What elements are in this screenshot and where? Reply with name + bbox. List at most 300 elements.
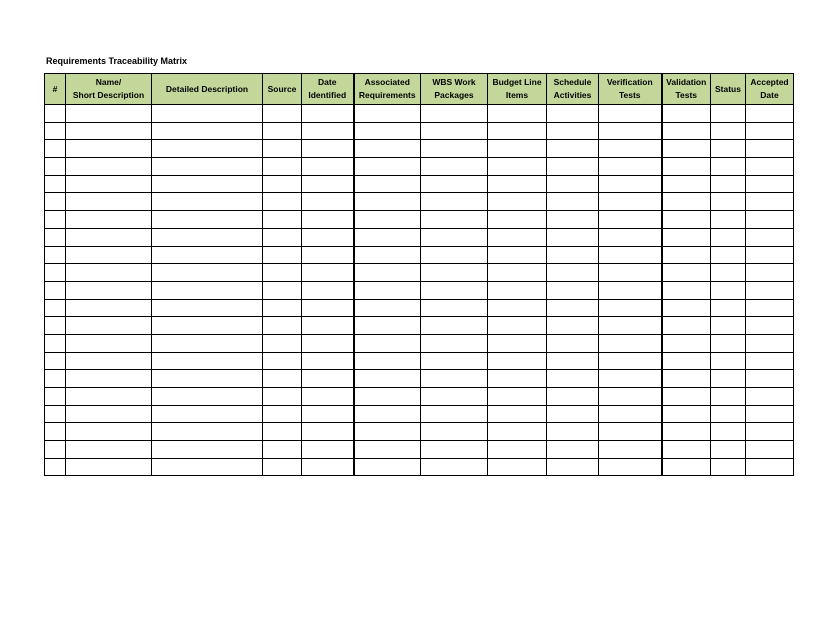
table-cell[interactable] xyxy=(547,211,599,229)
table-cell[interactable] xyxy=(45,246,66,264)
table-cell[interactable] xyxy=(547,352,599,370)
table-cell[interactable] xyxy=(599,140,662,158)
table-cell[interactable] xyxy=(302,105,354,123)
traceability-matrix-table xyxy=(44,73,794,476)
table-cell[interactable] xyxy=(711,281,746,299)
table-cell[interactable] xyxy=(152,158,263,176)
table-cell[interactable] xyxy=(488,211,547,229)
table-cell[interactable] xyxy=(711,370,746,388)
table-cell[interactable] xyxy=(488,388,547,406)
table-cell[interactable] xyxy=(488,334,547,352)
table-cell[interactable] xyxy=(45,211,66,229)
table-cell[interactable] xyxy=(302,405,354,423)
table-cell[interactable] xyxy=(662,441,711,459)
table-body xyxy=(45,105,794,476)
table-cell[interactable] xyxy=(711,405,746,423)
table-cell[interactable] xyxy=(302,458,354,476)
table-cell[interactable] xyxy=(45,264,66,282)
table-cell[interactable] xyxy=(711,299,746,317)
table-cell[interactable] xyxy=(302,423,354,441)
table-cell[interactable] xyxy=(354,193,421,211)
table-cell[interactable] xyxy=(599,246,662,264)
table-cell[interactable] xyxy=(547,246,599,264)
table-cell[interactable] xyxy=(599,458,662,476)
table-cell[interactable] xyxy=(66,246,152,264)
table-cell[interactable] xyxy=(263,105,302,123)
table-cell[interactable] xyxy=(711,317,746,335)
table-cell[interactable] xyxy=(302,281,354,299)
table-cell[interactable] xyxy=(66,370,152,388)
table-cell[interactable] xyxy=(354,175,421,193)
table-cell[interactable] xyxy=(547,441,599,459)
table-cell[interactable] xyxy=(302,158,354,176)
table-cell[interactable] xyxy=(746,370,794,388)
table-cell[interactable] xyxy=(263,246,302,264)
table-row xyxy=(45,405,794,423)
table-cell[interactable] xyxy=(599,211,662,229)
table-cell[interactable] xyxy=(45,105,66,123)
table-cell[interactable] xyxy=(599,441,662,459)
table-cell[interactable] xyxy=(547,264,599,282)
table-cell[interactable] xyxy=(263,299,302,317)
table-row xyxy=(45,122,794,140)
table-cell[interactable] xyxy=(302,211,354,229)
table-cell[interactable] xyxy=(66,281,152,299)
table-cell[interactable] xyxy=(547,122,599,140)
table-cell[interactable] xyxy=(488,264,547,282)
table-cell[interactable] xyxy=(746,423,794,441)
table-cell[interactable] xyxy=(599,352,662,370)
table-cell[interactable] xyxy=(599,193,662,211)
table-cell[interactable] xyxy=(662,246,711,264)
table-cell[interactable] xyxy=(662,405,711,423)
col-header-validation-tests: Validation Tests xyxy=(662,74,711,105)
table-cell[interactable] xyxy=(263,193,302,211)
table-cell[interactable] xyxy=(488,458,547,476)
table-cell[interactable] xyxy=(302,317,354,335)
table-cell[interactable] xyxy=(263,441,302,459)
table-cell[interactable] xyxy=(66,352,152,370)
table-cell[interactable] xyxy=(746,441,794,459)
table-cell[interactable] xyxy=(45,299,66,317)
table-cell[interactable] xyxy=(152,423,263,441)
table-cell[interactable] xyxy=(354,264,421,282)
table-cell[interactable] xyxy=(45,370,66,388)
table-cell[interactable] xyxy=(263,175,302,193)
table-cell[interactable] xyxy=(421,317,488,335)
table-cell[interactable] xyxy=(547,423,599,441)
table-cell[interactable] xyxy=(711,228,746,246)
table-cell[interactable] xyxy=(746,105,794,123)
table-cell[interactable] xyxy=(263,388,302,406)
table-cell[interactable] xyxy=(421,405,488,423)
table-cell[interactable] xyxy=(263,281,302,299)
table-cell[interactable] xyxy=(66,317,152,335)
table-cell[interactable] xyxy=(547,317,599,335)
table-cell[interactable] xyxy=(66,175,152,193)
col-header-wbs-work-packages: WBS Work Packages xyxy=(421,74,488,105)
table-cell[interactable] xyxy=(711,158,746,176)
table-cell[interactable] xyxy=(599,281,662,299)
table-cell[interactable] xyxy=(66,122,152,140)
table-cell[interactable] xyxy=(263,122,302,140)
table-cell[interactable] xyxy=(302,140,354,158)
table-cell[interactable] xyxy=(547,228,599,246)
table-row xyxy=(45,388,794,406)
table-cell[interactable] xyxy=(746,211,794,229)
table-cell[interactable] xyxy=(263,228,302,246)
table-cell[interactable] xyxy=(547,370,599,388)
table-cell[interactable] xyxy=(599,423,662,441)
table-cell[interactable] xyxy=(152,370,263,388)
table-cell[interactable] xyxy=(45,193,66,211)
table-cell[interactable] xyxy=(711,140,746,158)
table-cell[interactable] xyxy=(711,264,746,282)
table-cell[interactable] xyxy=(45,228,66,246)
table-cell[interactable] xyxy=(421,122,488,140)
table-cell[interactable] xyxy=(599,370,662,388)
table-cell[interactable] xyxy=(488,352,547,370)
table-cell[interactable] xyxy=(354,405,421,423)
table-cell[interactable] xyxy=(547,388,599,406)
table-cell[interactable] xyxy=(152,352,263,370)
table-cell[interactable] xyxy=(66,423,152,441)
col-header-date-identified: Date Identified xyxy=(302,74,354,105)
table-cell[interactable] xyxy=(488,122,547,140)
table-cell[interactable] xyxy=(421,140,488,158)
table-cell[interactable] xyxy=(354,458,421,476)
table-row xyxy=(45,246,794,264)
table-cell[interactable] xyxy=(302,122,354,140)
col-header-budget-line-items: Budget Line Items xyxy=(488,74,547,105)
table-cell[interactable] xyxy=(488,158,547,176)
table-cell[interactable] xyxy=(662,193,711,211)
table-cell[interactable] xyxy=(354,299,421,317)
table-cell[interactable] xyxy=(152,299,263,317)
table-cell[interactable] xyxy=(152,388,263,406)
table-cell[interactable] xyxy=(302,299,354,317)
table-cell[interactable] xyxy=(547,140,599,158)
table-cell[interactable] xyxy=(599,264,662,282)
table-cell[interactable] xyxy=(662,140,711,158)
table-cell[interactable] xyxy=(302,370,354,388)
table-cell[interactable] xyxy=(152,281,263,299)
table-cell[interactable] xyxy=(421,352,488,370)
table-cell[interactable] xyxy=(662,158,711,176)
table-cell[interactable] xyxy=(354,388,421,406)
table-cell[interactable] xyxy=(66,334,152,352)
table-cell[interactable] xyxy=(45,175,66,193)
col-header-source: Source xyxy=(263,74,302,105)
table-cell[interactable] xyxy=(662,105,711,123)
table-cell[interactable] xyxy=(746,193,794,211)
table-cell[interactable] xyxy=(66,264,152,282)
table-cell[interactable] xyxy=(354,370,421,388)
table-cell[interactable] xyxy=(488,441,547,459)
table-row xyxy=(45,281,794,299)
table-cell[interactable] xyxy=(662,211,711,229)
table-cell[interactable] xyxy=(152,122,263,140)
header-row xyxy=(45,74,794,105)
table-row xyxy=(45,158,794,176)
table-cell[interactable] xyxy=(746,299,794,317)
table-cell[interactable] xyxy=(746,334,794,352)
table-cell[interactable] xyxy=(152,334,263,352)
table-cell[interactable] xyxy=(66,441,152,459)
table-cell[interactable] xyxy=(488,299,547,317)
table-cell[interactable] xyxy=(711,193,746,211)
table-cell[interactable] xyxy=(662,264,711,282)
table-cell[interactable] xyxy=(152,317,263,335)
table-cell[interactable] xyxy=(662,281,711,299)
table-cell[interactable] xyxy=(711,246,746,264)
table-cell[interactable] xyxy=(711,458,746,476)
table-cell[interactable] xyxy=(421,388,488,406)
table-cell[interactable] xyxy=(354,334,421,352)
table-cell[interactable] xyxy=(45,122,66,140)
table-cell[interactable] xyxy=(662,334,711,352)
table-cell[interactable] xyxy=(746,140,794,158)
table-row xyxy=(45,175,794,193)
table-cell[interactable] xyxy=(421,211,488,229)
table-cell[interactable] xyxy=(45,317,66,335)
table-cell[interactable] xyxy=(66,405,152,423)
table-cell[interactable] xyxy=(421,423,488,441)
table-cell[interactable] xyxy=(45,458,66,476)
table-cell[interactable] xyxy=(421,281,488,299)
table-cell[interactable] xyxy=(599,122,662,140)
table-cell[interactable] xyxy=(421,441,488,459)
table-cell[interactable] xyxy=(599,299,662,317)
table-cell[interactable] xyxy=(45,423,66,441)
table-cell[interactable] xyxy=(152,264,263,282)
page-title: Requirements Traceability Matrix xyxy=(46,56,188,66)
table-cell[interactable] xyxy=(66,458,152,476)
table-cell[interactable] xyxy=(711,175,746,193)
table-cell[interactable] xyxy=(599,334,662,352)
table-cell[interactable] xyxy=(152,193,263,211)
table-cell[interactable] xyxy=(66,228,152,246)
table-cell[interactable] xyxy=(45,352,66,370)
table-cell[interactable] xyxy=(354,246,421,264)
table-cell[interactable] xyxy=(263,458,302,476)
table-cell[interactable] xyxy=(45,441,66,459)
table-cell[interactable] xyxy=(421,299,488,317)
table-cell[interactable] xyxy=(354,228,421,246)
table-cell[interactable] xyxy=(547,334,599,352)
table-cell[interactable] xyxy=(547,175,599,193)
table-cell[interactable] xyxy=(662,370,711,388)
table-cell[interactable] xyxy=(547,193,599,211)
table-cell[interactable] xyxy=(152,175,263,193)
table-cell[interactable] xyxy=(746,388,794,406)
table-cell[interactable] xyxy=(354,211,421,229)
table-cell[interactable] xyxy=(711,423,746,441)
table-cell[interactable] xyxy=(152,246,263,264)
table-cell[interactable] xyxy=(302,334,354,352)
col-header-accepted-date: Accepted Date xyxy=(746,74,794,105)
table-cell[interactable] xyxy=(488,175,547,193)
table-cell[interactable] xyxy=(354,122,421,140)
table-cell[interactable] xyxy=(662,175,711,193)
table-cell[interactable] xyxy=(599,105,662,123)
table-cell[interactable] xyxy=(45,158,66,176)
table-cell[interactable] xyxy=(263,317,302,335)
table-cell[interactable] xyxy=(746,405,794,423)
table-cell[interactable] xyxy=(662,299,711,317)
table-cell[interactable] xyxy=(488,423,547,441)
table-cell[interactable] xyxy=(302,264,354,282)
table-cell[interactable] xyxy=(152,105,263,123)
table-cell[interactable] xyxy=(66,140,152,158)
table-cell[interactable] xyxy=(66,158,152,176)
table-row xyxy=(45,441,794,459)
table-cell[interactable] xyxy=(354,105,421,123)
table-cell[interactable] xyxy=(302,228,354,246)
table-cell[interactable] xyxy=(746,122,794,140)
table-cell[interactable] xyxy=(354,140,421,158)
table-cell[interactable] xyxy=(263,352,302,370)
col-header-verification-tests: Verification Tests xyxy=(599,74,662,105)
table-cell[interactable] xyxy=(66,299,152,317)
table-cell[interactable] xyxy=(488,370,547,388)
table-cell[interactable] xyxy=(354,281,421,299)
table-cell[interactable] xyxy=(662,228,711,246)
table-cell[interactable] xyxy=(711,122,746,140)
table-cell[interactable] xyxy=(354,158,421,176)
table-cell[interactable] xyxy=(599,175,662,193)
table-cell[interactable] xyxy=(488,105,547,123)
table-cell[interactable] xyxy=(421,158,488,176)
table-cell[interactable] xyxy=(746,175,794,193)
table-cell[interactable] xyxy=(662,317,711,335)
table-cell[interactable] xyxy=(746,264,794,282)
table-cell[interactable] xyxy=(711,441,746,459)
table-cell[interactable] xyxy=(302,246,354,264)
table-cell[interactable] xyxy=(421,334,488,352)
table-cell[interactable] xyxy=(547,281,599,299)
table-cell[interactable] xyxy=(263,158,302,176)
table-cell[interactable] xyxy=(662,352,711,370)
table-cell[interactable] xyxy=(746,458,794,476)
table-cell[interactable] xyxy=(488,140,547,158)
col-header-detailed-description: Detailed Description xyxy=(152,74,263,105)
table-cell[interactable] xyxy=(421,105,488,123)
table-cell[interactable] xyxy=(302,193,354,211)
table-cell[interactable] xyxy=(263,334,302,352)
table-cell[interactable] xyxy=(488,317,547,335)
table-cell[interactable] xyxy=(711,352,746,370)
table-cell[interactable] xyxy=(746,228,794,246)
table-cell[interactable] xyxy=(599,317,662,335)
table-cell[interactable] xyxy=(45,334,66,352)
table-cell[interactable] xyxy=(263,370,302,388)
table-row xyxy=(45,211,794,229)
table-cell[interactable] xyxy=(662,458,711,476)
table-cell[interactable] xyxy=(662,122,711,140)
table-cell[interactable] xyxy=(547,405,599,423)
table-cell[interactable] xyxy=(263,405,302,423)
table-cell[interactable] xyxy=(746,317,794,335)
table-cell[interactable] xyxy=(354,352,421,370)
col-header-associated-requirements: Associated Requirements xyxy=(354,74,421,105)
table-cell[interactable] xyxy=(488,228,547,246)
table-cell[interactable] xyxy=(66,388,152,406)
table-cell[interactable] xyxy=(746,246,794,264)
table-cell[interactable] xyxy=(421,370,488,388)
table-cell[interactable] xyxy=(66,105,152,123)
table-cell[interactable] xyxy=(547,158,599,176)
table-cell[interactable] xyxy=(302,175,354,193)
table-cell[interactable] xyxy=(66,193,152,211)
table-cell[interactable] xyxy=(45,140,66,158)
table-row xyxy=(45,140,794,158)
table-cell[interactable] xyxy=(547,458,599,476)
table-cell[interactable] xyxy=(302,352,354,370)
table-cell[interactable] xyxy=(711,334,746,352)
table-cell[interactable] xyxy=(152,211,263,229)
table-cell[interactable] xyxy=(711,388,746,406)
table-cell[interactable] xyxy=(66,211,152,229)
table-cell[interactable] xyxy=(421,193,488,211)
table-cell[interactable] xyxy=(263,140,302,158)
table-cell[interactable] xyxy=(711,211,746,229)
table-cell[interactable] xyxy=(746,352,794,370)
table-cell[interactable] xyxy=(488,246,547,264)
table-row xyxy=(45,299,794,317)
table-row xyxy=(45,105,794,123)
table-cell[interactable] xyxy=(152,405,263,423)
table-cell[interactable] xyxy=(711,105,746,123)
table-cell[interactable] xyxy=(354,317,421,335)
table-cell[interactable] xyxy=(547,105,599,123)
table-cell[interactable] xyxy=(152,228,263,246)
table-cell[interactable] xyxy=(421,458,488,476)
table-cell[interactable] xyxy=(488,193,547,211)
table-row xyxy=(45,317,794,335)
table-cell[interactable] xyxy=(354,423,421,441)
table-cell[interactable] xyxy=(421,228,488,246)
table-cell[interactable] xyxy=(45,388,66,406)
table-cell[interactable] xyxy=(152,441,263,459)
table-cell[interactable] xyxy=(599,158,662,176)
table-cell[interactable] xyxy=(263,264,302,282)
table-cell[interactable] xyxy=(488,281,547,299)
table-cell[interactable] xyxy=(302,441,354,459)
table-cell[interactable] xyxy=(354,441,421,459)
table-cell[interactable] xyxy=(547,299,599,317)
table-cell[interactable] xyxy=(302,388,354,406)
table-cell[interactable] xyxy=(662,388,711,406)
table-cell[interactable] xyxy=(599,228,662,246)
table-cell[interactable] xyxy=(263,423,302,441)
table-cell[interactable] xyxy=(152,140,263,158)
table-cell[interactable] xyxy=(45,281,66,299)
table-cell[interactable] xyxy=(421,246,488,264)
table-cell[interactable] xyxy=(263,211,302,229)
table-cell[interactable] xyxy=(746,158,794,176)
table-cell[interactable] xyxy=(662,423,711,441)
table-cell[interactable] xyxy=(488,405,547,423)
table-cell[interactable] xyxy=(45,405,66,423)
table-cell[interactable] xyxy=(421,175,488,193)
table-cell[interactable] xyxy=(421,264,488,282)
table-cell[interactable] xyxy=(599,388,662,406)
table-cell[interactable] xyxy=(599,405,662,423)
table-row xyxy=(45,228,794,246)
table-cell[interactable] xyxy=(152,458,263,476)
table-cell[interactable] xyxy=(746,281,794,299)
